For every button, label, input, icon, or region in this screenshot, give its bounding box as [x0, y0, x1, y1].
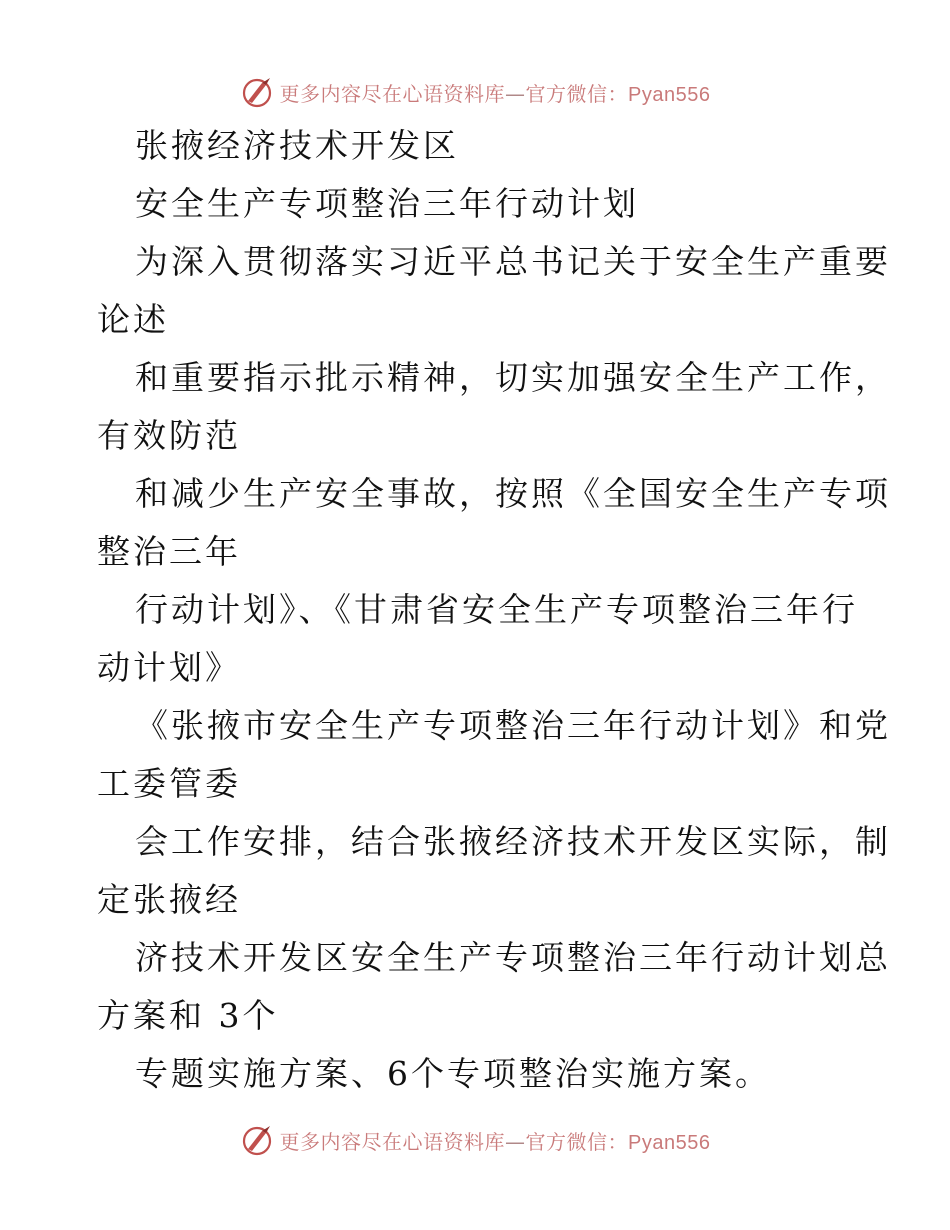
- document-line: 安全生产专项整治三年行动计划: [135, 184, 639, 223]
- document-line: 工委管委: [97, 764, 241, 803]
- document-body: [97, 117, 891, 1103]
- banner-text: 更多内容尽在心语资料库—官方微信：Pyan556: [279, 81, 711, 106]
- quill-pen-logo-icon: [240, 75, 274, 109]
- document-line: 整治三年: [97, 532, 241, 571]
- document-line: 济技术开发区安全生产专项整治三年行动计划总: [135, 938, 891, 977]
- document-line: 定张掖经: [97, 880, 241, 919]
- document-line: 张掖经济技术开发区: [135, 126, 459, 165]
- document-line: 有效防范: [97, 416, 241, 455]
- header-banner: [0, 72, 950, 112]
- document-line: 和重要指示批示精神，切实加强安全生产工作，: [135, 358, 891, 397]
- document-line: 专题实施方案、6个专项整治实施方案。: [135, 1054, 771, 1093]
- quill-pen-logo-icon: [240, 1123, 274, 1157]
- document-line: 论述: [97, 300, 169, 339]
- banner-inner: [240, 1123, 711, 1157]
- document-line: 行动计划》、《甘肃省安全生产专项整治三年行: [135, 590, 858, 629]
- banner-text: 更多内容尽在心语资料库—官方微信：Pyan556: [279, 1129, 711, 1154]
- document-line: 为深入贯彻落实习近平总书记关于安全生产重要: [135, 242, 891, 281]
- document-line: 会工作安排，结合张掖经济技术开发区实际，制: [135, 822, 891, 861]
- document-line: 和减少生产安全事故，按照《全国安全生产专项: [135, 474, 891, 513]
- document-line: 《张掖市安全生产专项整治三年行动计划》和党: [135, 706, 891, 745]
- footer-banner: [0, 1120, 950, 1160]
- document-line: 方案和 3个: [97, 996, 279, 1035]
- document-line: 动计划》: [97, 648, 241, 687]
- banner-inner: [240, 75, 711, 109]
